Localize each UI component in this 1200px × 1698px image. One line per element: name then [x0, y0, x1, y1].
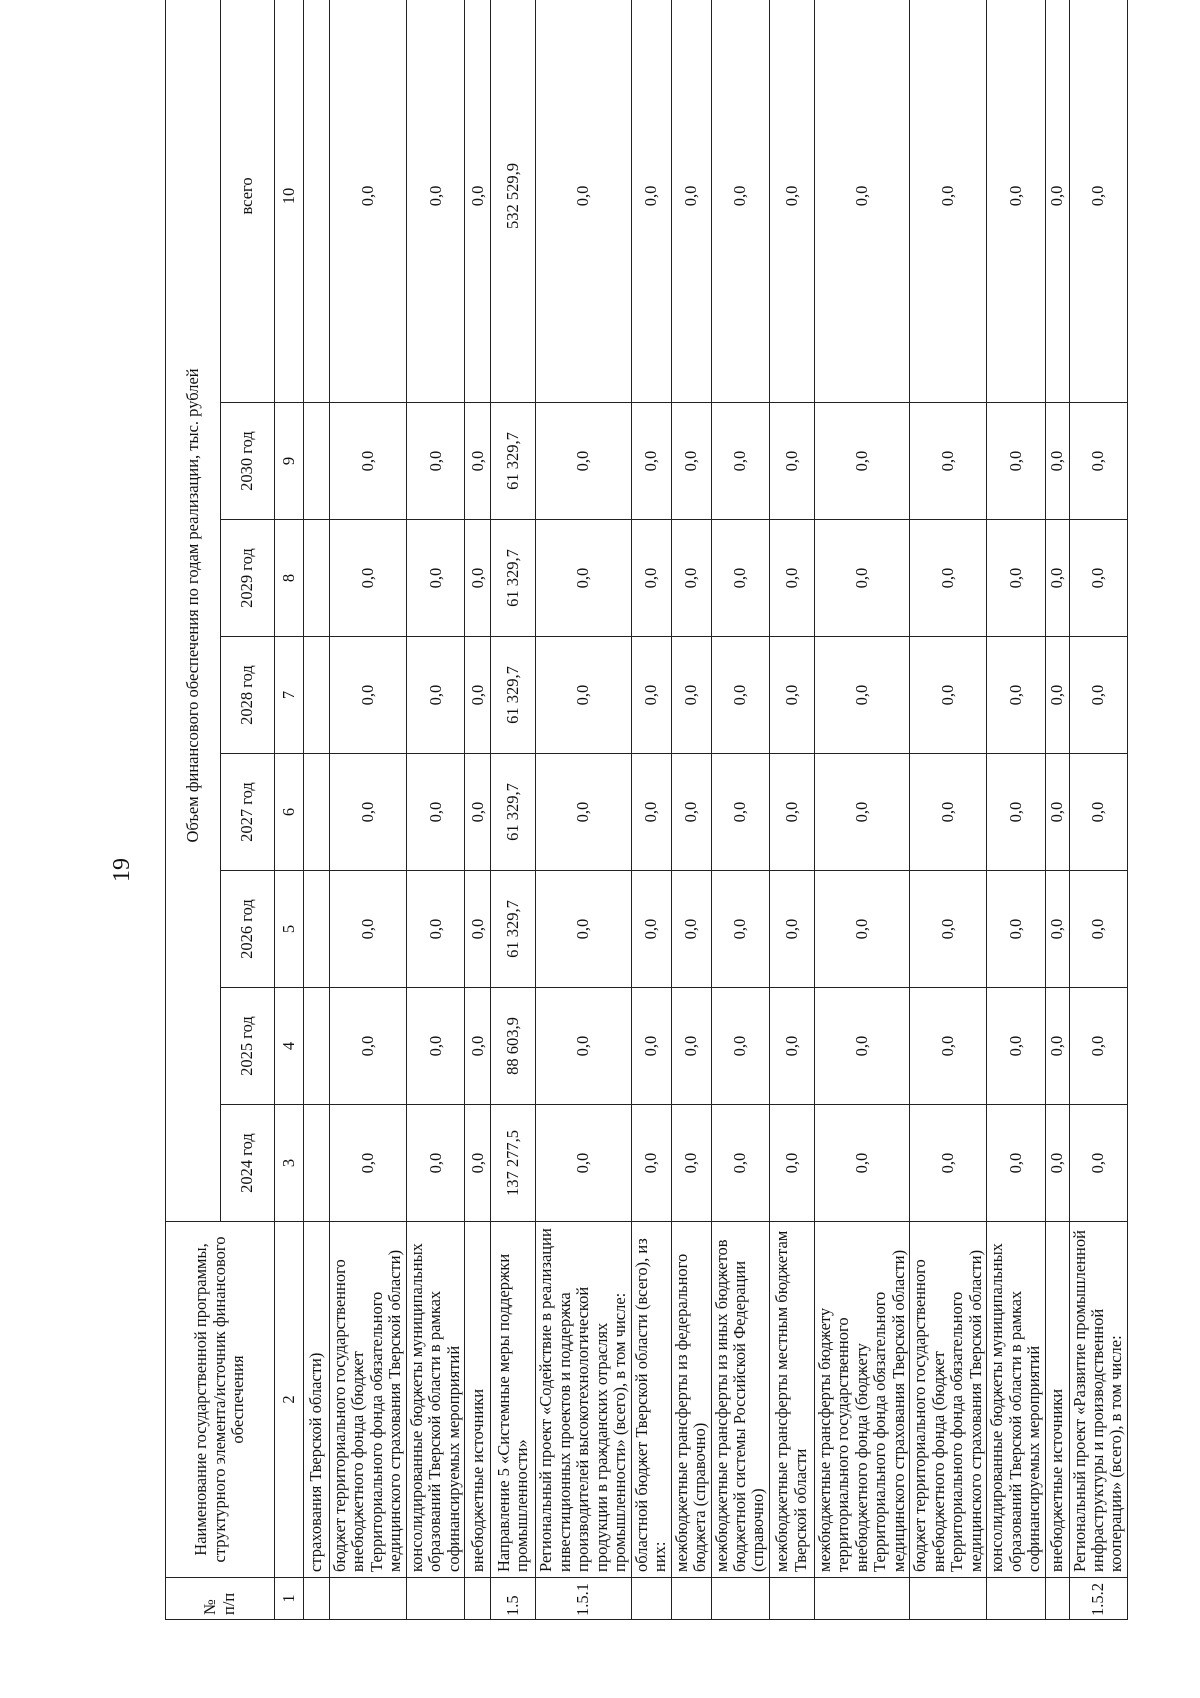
row-value: 0,0 [910, 871, 987, 988]
row-value: 0,0 [711, 520, 769, 637]
column-index-row [275, 0, 304, 1620]
row-value: 0,0 [814, 754, 909, 871]
table-row [491, 0, 536, 1620]
column-index: 4 [275, 988, 304, 1105]
row-value: 0,0 [711, 403, 769, 520]
row-number [769, 1578, 814, 1620]
row-value: 0,0 [330, 0, 407, 403]
row-value: 0,0 [814, 403, 909, 520]
column-index: 6 [275, 754, 304, 871]
row-value: 0,0 [987, 1105, 1045, 1222]
row-value: 0,0 [769, 0, 814, 403]
row-value [304, 403, 330, 520]
row-value: 0,0 [711, 754, 769, 871]
header-total: всего [221, 0, 275, 403]
table-row [1045, 0, 1069, 1620]
row-value: 0,0 [769, 1105, 814, 1222]
row-value: 0,0 [631, 637, 671, 754]
row-number [987, 1578, 1045, 1620]
row-value: 0,0 [631, 520, 671, 637]
row-value: 0,0 [330, 988, 407, 1105]
row-value: 0,0 [1069, 0, 1127, 403]
row-value: 0,0 [631, 1105, 671, 1222]
row-value: 0,0 [631, 988, 671, 1105]
row-number [711, 1578, 769, 1620]
row-value: 0,0 [465, 520, 491, 637]
table-row [769, 0, 814, 1620]
row-value: 0,0 [406, 637, 464, 754]
column-index: 1 [275, 1578, 304, 1620]
row-value: 0,0 [406, 520, 464, 637]
row-name: консолидированные бюджеты муниципальных образований Тверской области в рамках софинансируемых мероприятий [987, 1222, 1045, 1578]
row-value: 0,0 [814, 637, 909, 754]
row-value: 0,0 [536, 520, 631, 637]
row-value: 0,0 [769, 637, 814, 754]
table-row [671, 0, 711, 1620]
row-value: 0,0 [406, 754, 464, 871]
row-value: 0,0 [330, 1105, 407, 1222]
row-number [330, 1578, 407, 1620]
row-value: 0,0 [1069, 403, 1127, 520]
row-value: 0,0 [769, 871, 814, 988]
row-value: 0,0 [711, 988, 769, 1105]
column-index: 2 [275, 1222, 304, 1578]
row-value: 0,0 [330, 754, 407, 871]
row-value: 0,0 [671, 871, 711, 988]
row-value: 0,0 [987, 403, 1045, 520]
header-name: Наименование государственной программы, структурного элемента/источник финансового обеспечения [166, 1222, 275, 1578]
row-value: 0,0 [1045, 403, 1069, 520]
row-value: 0,0 [769, 520, 814, 637]
row-value: 0,0 [814, 871, 909, 988]
row-value: 0,0 [987, 520, 1045, 637]
row-name: областной бюджет Тверской области (всего), из них: [631, 1222, 671, 1578]
page-number: 19 [109, 858, 135, 882]
row-value: 0,0 [406, 871, 464, 988]
row-value: 0,0 [910, 754, 987, 871]
row-value: 61 329,7 [491, 520, 536, 637]
row-value: 0,0 [536, 637, 631, 754]
row-value: 0,0 [711, 0, 769, 403]
row-value: 0,0 [536, 1105, 631, 1222]
row-value: 0,0 [631, 0, 671, 403]
row-value: 0,0 [536, 988, 631, 1105]
row-value: 0,0 [465, 988, 491, 1105]
row-value: 0,0 [330, 637, 407, 754]
row-value [304, 988, 330, 1105]
row-value: 0,0 [1045, 520, 1069, 637]
row-value: 0,0 [987, 988, 1045, 1105]
row-value: 0,0 [671, 988, 711, 1105]
row-value [304, 754, 330, 871]
row-value: 0,0 [330, 871, 407, 988]
row-value: 137 277,5 [491, 1105, 536, 1222]
header-year: 2029 год [221, 520, 275, 637]
row-value: 0,0 [536, 871, 631, 988]
row-value: 61 329,7 [491, 403, 536, 520]
row-name: внебюджетные источники [465, 1222, 491, 1578]
row-value: 0,0 [1069, 988, 1127, 1105]
row-value: 0,0 [711, 637, 769, 754]
table-row [711, 0, 769, 1620]
row-number [910, 1578, 987, 1620]
row-value: 0,0 [1069, 637, 1127, 754]
row-value: 0,0 [1045, 871, 1069, 988]
row-value: 0,0 [910, 520, 987, 637]
row-name: внебюджетные источники [1045, 1222, 1069, 1578]
row-name: межбюджетные трансферты бюджету территориального государственного внебюджетного фонда (бюджету Территориального фонда обязательного медицинского страхования Тверской области) [814, 1222, 909, 1578]
row-value: 0,0 [711, 871, 769, 988]
row-value: 532 529,9 [491, 0, 536, 403]
row-number [631, 1578, 671, 1620]
column-index: 8 [275, 520, 304, 637]
row-name: страхования Тверской области) [304, 1222, 330, 1578]
row-value: 61 329,7 [491, 754, 536, 871]
table-row [304, 0, 330, 1620]
row-number [814, 1578, 909, 1620]
row-value: 0,0 [406, 1105, 464, 1222]
row-value: 0,0 [671, 754, 711, 871]
row-value: 0,0 [406, 988, 464, 1105]
table-row [631, 0, 671, 1620]
table-row [987, 0, 1045, 1620]
column-index: 7 [275, 637, 304, 754]
row-number [465, 1578, 491, 1620]
row-value: 0,0 [536, 403, 631, 520]
table-row [465, 0, 491, 1620]
row-value: 0,0 [1045, 988, 1069, 1105]
row-value: 0,0 [910, 0, 987, 403]
row-value: 0,0 [465, 1105, 491, 1222]
row-name: межбюджетные трансферты из федерального бюджета (справочно) [671, 1222, 711, 1578]
table-row [910, 0, 987, 1620]
row-value: 61 329,7 [491, 637, 536, 754]
row-value: 0,0 [330, 520, 407, 637]
header-year: 2024 год [221, 1105, 275, 1222]
row-name: консолидированные бюджеты муниципальных образований Тверской области в рамках софинансируемых мероприятий [406, 1222, 464, 1578]
row-value: 0,0 [330, 403, 407, 520]
row-value: 0,0 [1069, 520, 1127, 637]
row-value: 0,0 [406, 0, 464, 403]
row-value: 88 603,9 [491, 988, 536, 1105]
row-value: 61 329,7 [491, 871, 536, 988]
header-funding: Объем финансового обеспечения по годам реализации, тыс. рублей [166, 0, 221, 1222]
row-value: 0,0 [465, 403, 491, 520]
row-name: межбюджетные трансферты из иных бюджетов бюджетной системы Российской Федерации (справочно) [711, 1222, 769, 1578]
row-value: 0,0 [910, 1105, 987, 1222]
row-value: 0,0 [671, 0, 711, 403]
header-year: 2030 год [221, 403, 275, 520]
row-value: 0,0 [987, 871, 1045, 988]
row-value: 0,0 [814, 988, 909, 1105]
row-number: 1.5.2 [1069, 1578, 1127, 1620]
table-row [330, 0, 407, 1620]
row-number: 1.5 [491, 1578, 536, 1620]
row-value: 0,0 [987, 0, 1045, 403]
row-number: 1.5.1 [536, 1578, 631, 1620]
column-index: 10 [275, 0, 304, 403]
row-value: 0,0 [671, 520, 711, 637]
row-value [304, 871, 330, 988]
table-row [814, 0, 909, 1620]
row-value: 0,0 [814, 1105, 909, 1222]
row-value: 0,0 [769, 754, 814, 871]
row-value: 0,0 [536, 0, 631, 403]
row-value: 0,0 [769, 403, 814, 520]
row-value [304, 637, 330, 754]
row-value: 0,0 [910, 988, 987, 1105]
row-value: 0,0 [406, 403, 464, 520]
row-value: 0,0 [987, 754, 1045, 871]
row-name: бюджет территориального государственного внебюджетного фонда (бюджет Территориального фонда обязательного медицинского страхования Тверской области) [910, 1222, 987, 1578]
row-number [406, 1578, 464, 1620]
row-value: 0,0 [910, 637, 987, 754]
row-value [304, 520, 330, 637]
row-value: 0,0 [631, 403, 671, 520]
header-year: 2026 год [221, 871, 275, 988]
row-value: 0,0 [814, 0, 909, 403]
row-name: Региональный проект «Развитие промышленной инфраструктуры и производственной кооперации» (всего), в том числе: [1069, 1222, 1127, 1578]
column-index: 5 [275, 871, 304, 988]
header-year: 2028 год [221, 637, 275, 754]
row-value [304, 0, 330, 403]
row-value: 0,0 [465, 0, 491, 403]
row-number [1045, 1578, 1069, 1620]
row-name: Региональный проект «Содействие в реализации инвестиционных проектов и поддержка производителей высокотехнологической продукции в гражданских отраслях промышленности» (всего), в том числе: [536, 1222, 631, 1578]
column-index: 3 [275, 1105, 304, 1222]
row-value: 0,0 [769, 988, 814, 1105]
row-value: 0,0 [1045, 637, 1069, 754]
row-name: межбюджетные трансферты местным бюджетам Тверской области [769, 1222, 814, 1578]
header-year: 2025 год [221, 988, 275, 1105]
row-value: 0,0 [1069, 754, 1127, 871]
row-value: 0,0 [536, 754, 631, 871]
row-value: 0,0 [1045, 0, 1069, 403]
row-value: 0,0 [1045, 1105, 1069, 1222]
row-value: 0,0 [671, 1105, 711, 1222]
row-value: 0,0 [671, 637, 711, 754]
rotated-table-container [165, 90, 1180, 1620]
row-value: 0,0 [711, 1105, 769, 1222]
row-value: 0,0 [465, 637, 491, 754]
row-value: 0,0 [987, 637, 1045, 754]
row-value: 0,0 [631, 754, 671, 871]
table-row [536, 0, 631, 1620]
row-name: Направление 5 «Системные меры поддержки промышленности» [491, 1222, 536, 1578]
row-number [304, 1578, 330, 1620]
header-year: 2027 год [221, 754, 275, 871]
table-row [406, 0, 464, 1620]
row-value: 0,0 [631, 871, 671, 988]
row-name: бюджет территориального государственного внебюджетного фонда (бюджет Территориального фонда обязательного медицинского страхования Тверской области) [330, 1222, 407, 1578]
row-value: 0,0 [814, 520, 909, 637]
row-value: 0,0 [671, 403, 711, 520]
row-value [304, 1105, 330, 1222]
row-value: 0,0 [465, 754, 491, 871]
table-row [1069, 0, 1127, 1620]
row-value: 0,0 [465, 871, 491, 988]
row-value: 0,0 [1069, 871, 1127, 988]
row-number [671, 1578, 711, 1620]
header-no: № п/п [166, 1578, 275, 1620]
row-value: 0,0 [910, 403, 987, 520]
funding-table [165, 0, 1128, 1620]
column-index: 9 [275, 403, 304, 520]
row-value: 0,0 [1045, 754, 1069, 871]
row-value: 0,0 [1069, 1105, 1127, 1222]
